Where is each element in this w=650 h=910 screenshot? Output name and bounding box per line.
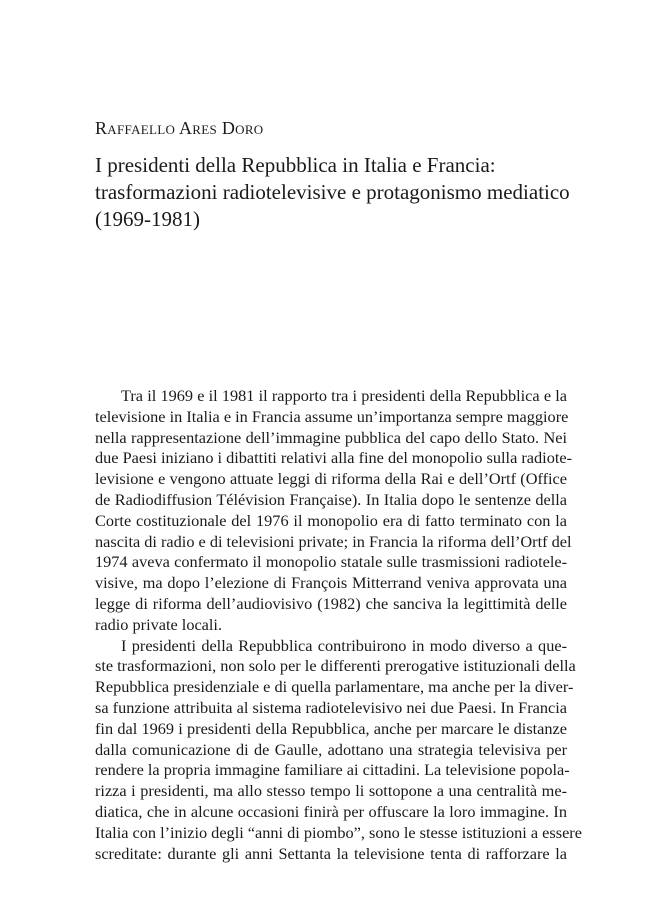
text-line: Italia con l’inizio degli “anni di piombo”, sono le stesse istituzioni a essere — [95, 822, 582, 842]
text-line: I presidenti della Repubblica contribuirono in modo diverso a que- — [121, 635, 567, 655]
text-line: rendere la propria immagine familiare ai cittadini. La televisione popola- — [95, 760, 570, 780]
text-line: rizza i presidenti, ma allo stesso tempo li sottopone a una centralità me- — [95, 781, 567, 801]
text-line: sa funzione attribuita al sistema radiotelevisivo nei due Paesi. In Francia — [95, 697, 567, 717]
title-line: trasformazioni radiotelevisive e protagonismo mediatico — [95, 180, 570, 204]
author-name: Raffaello Ares Doro — [95, 118, 264, 138]
text-line: due Paesi iniziano i dibattiti relativi alla fine del monopolio sulla radiote- — [95, 448, 573, 468]
text-line: ste trasformazioni, non solo per le differenti prerogative istituzionali della — [95, 656, 576, 676]
body-text — [95, 386, 582, 864]
text-line: Corte costituzionale del 1976 il monopolio era di fatto terminato con la — [95, 510, 567, 530]
text-line: radio private locali. — [95, 614, 223, 634]
text-line: fin dal 1969 i presidenti della Repubblica, anche per marcare le distanze — [95, 718, 567, 738]
title-line: I presidenti della Repubblica in Italia e Francia: — [95, 153, 496, 177]
text-line: nascita di radio e di televisioni private; in Francia la riforma dell’Ortf del — [95, 531, 572, 551]
text-line: diatica, che in alcune occasioni finirà per offuscare la loro immagine. In — [95, 801, 567, 821]
text-line: legge di riforma dell’audiovisivo (1982) che sanciva la legittimità delle — [95, 593, 567, 613]
text-line: televisione in Italia e in Francia assume un’importanza sempre maggiore — [95, 406, 569, 426]
text-line: Repubblica presidenziale e di quella parlamentare, ma anche per la diver- — [95, 677, 574, 697]
text-line: 1974 aveva confermato il monopolio statale sulle trasmissioni radiotele- — [95, 552, 567, 572]
text-line: levisione e vengono attuate leggi di riforma della Rai e dell’Ortf (Office — [95, 469, 567, 489]
text-line: visive, ma dopo l’elezione di François Mitterrand veniva approvata una — [95, 573, 567, 593]
text-line: screditate: durante gli anni Settanta la televisione tenta di rafforzare la — [95, 843, 567, 863]
text-line: de Radiodiffusion Télévision Française). In Italia dopo le sentenze della — [95, 489, 567, 509]
text-line: nella rappresentazione dell’immagine pubblica del capo dello Stato. Nei — [95, 427, 567, 447]
text-line: dalla comunicazione di de Gaulle, adottano una strategia televisiva per — [95, 739, 567, 759]
text-line: Tra il 1969 e il 1981 il rapporto tra i presidenti della Repubblica e la — [121, 386, 567, 405]
chapter-title — [95, 152, 570, 233]
title-line: (1969-1981) — [95, 207, 200, 231]
